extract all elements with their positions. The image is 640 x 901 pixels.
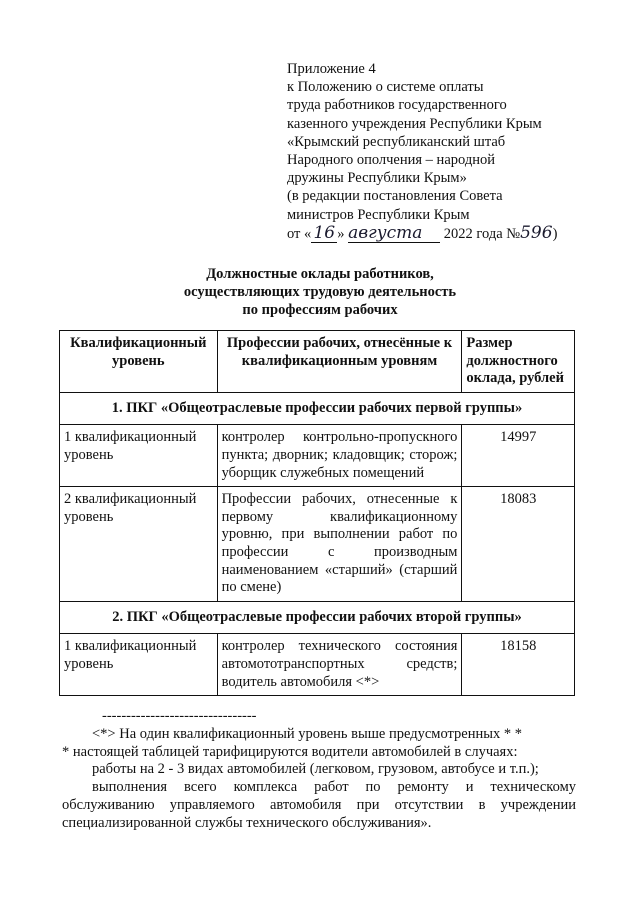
title-line: по профессиям рабочих — [242, 302, 398, 318]
table-header-row — [60, 331, 575, 393]
day-close: » — [337, 225, 345, 242]
cell-salary: 14997 — [462, 425, 575, 487]
appendix-line: дружины Республики Крым» — [287, 170, 467, 187]
handwritten-number: 596 — [520, 222, 553, 243]
appendix-line: к Положению о системе оплаты — [287, 79, 484, 96]
group-title: 1. ПКГ «Общеотраслевые профессии рабочих первой группы» — [60, 392, 575, 425]
title-line: осуществляющих трудовую деятельность — [183, 284, 457, 300]
document-title — [0, 265, 640, 319]
resolution-date-line — [287, 224, 617, 243]
cell-level: 2 квалификационный уровень — [60, 487, 218, 602]
cell-salary: 18083 — [462, 487, 575, 602]
appendix-line: (в редакции постановления Совета — [287, 188, 503, 205]
handwritten-month: августа — [348, 224, 440, 243]
cell-level: 1 квалификационный уровень — [60, 634, 218, 696]
cell-professions: Профессии рабочих, отнесенные к первому квалификационному уровню, при выполнении работ по профессии с производным наименованием «старший» (старший по смене) — [217, 487, 462, 602]
footnote-block — [62, 708, 576, 833]
cell-level: 1 квалификационный уровень — [60, 425, 218, 487]
cell-salary: 18158 — [462, 634, 575, 696]
group-title: 2. ПКГ «Общеотраслевые профессии рабочих второй группы» — [60, 601, 575, 634]
header-level: Квалификационный уровень — [60, 331, 218, 393]
appendix-line: казенного учреждения Республики Крым — [287, 115, 542, 132]
header-professions: Профессии рабочих, отнесённые к квалификационным уровням — [217, 331, 462, 393]
title-line: Должностные оклады работников, — [206, 266, 434, 282]
close-paren: ) — [552, 225, 558, 242]
salary-table — [59, 330, 575, 696]
group-row — [60, 392, 575, 425]
group-row — [60, 601, 575, 634]
footnote-separator: -------------------------------- — [102, 708, 257, 724]
handwritten-day: 16 — [311, 224, 337, 243]
cell-professions: контролер контрольно-пропускного пункта; дворник; кладовщик; сторож; уборщик служебных помещений — [217, 425, 462, 487]
year-text: 2022 года № — [443, 225, 521, 242]
table-row — [60, 634, 575, 696]
appendix-line: «Крымский республиканский штаб — [287, 133, 506, 150]
footnote-line: * настоящей таблицей тарифицируются водители автомобилей в случаях: — [62, 743, 518, 760]
appendix-line: министров Республики Крым — [287, 206, 470, 223]
footnote-line: <*> На один квалификационный уровень выше предусмотренных * * — [92, 725, 522, 742]
appendix-line: Приложение 4 — [287, 61, 376, 77]
table-row — [60, 487, 575, 602]
cell-professions: контролер технического состояния автомототранспортных средств; водитель автомобиля <*> — [217, 634, 462, 696]
appendix-line: Народного ополчения – народной — [287, 152, 495, 169]
appendix-line: труда работников государственного — [287, 97, 507, 114]
header-salary: Размер должностного оклада, рублей — [462, 331, 575, 393]
date-prefix: от « — [287, 225, 312, 242]
appendix-block — [287, 60, 617, 243]
footnote-line: выполнения всего комплекса работ по ремонту и техническому обслуживанию управляемого автомобиля при отсутствии в учреждении специализированной службы технического обслуживания». — [62, 779, 576, 831]
table-row — [60, 425, 575, 487]
footnote-line: работы на 2 - 3 видах автомобилей (легковом, грузовом, автобусе и т.п.); — [92, 761, 539, 778]
